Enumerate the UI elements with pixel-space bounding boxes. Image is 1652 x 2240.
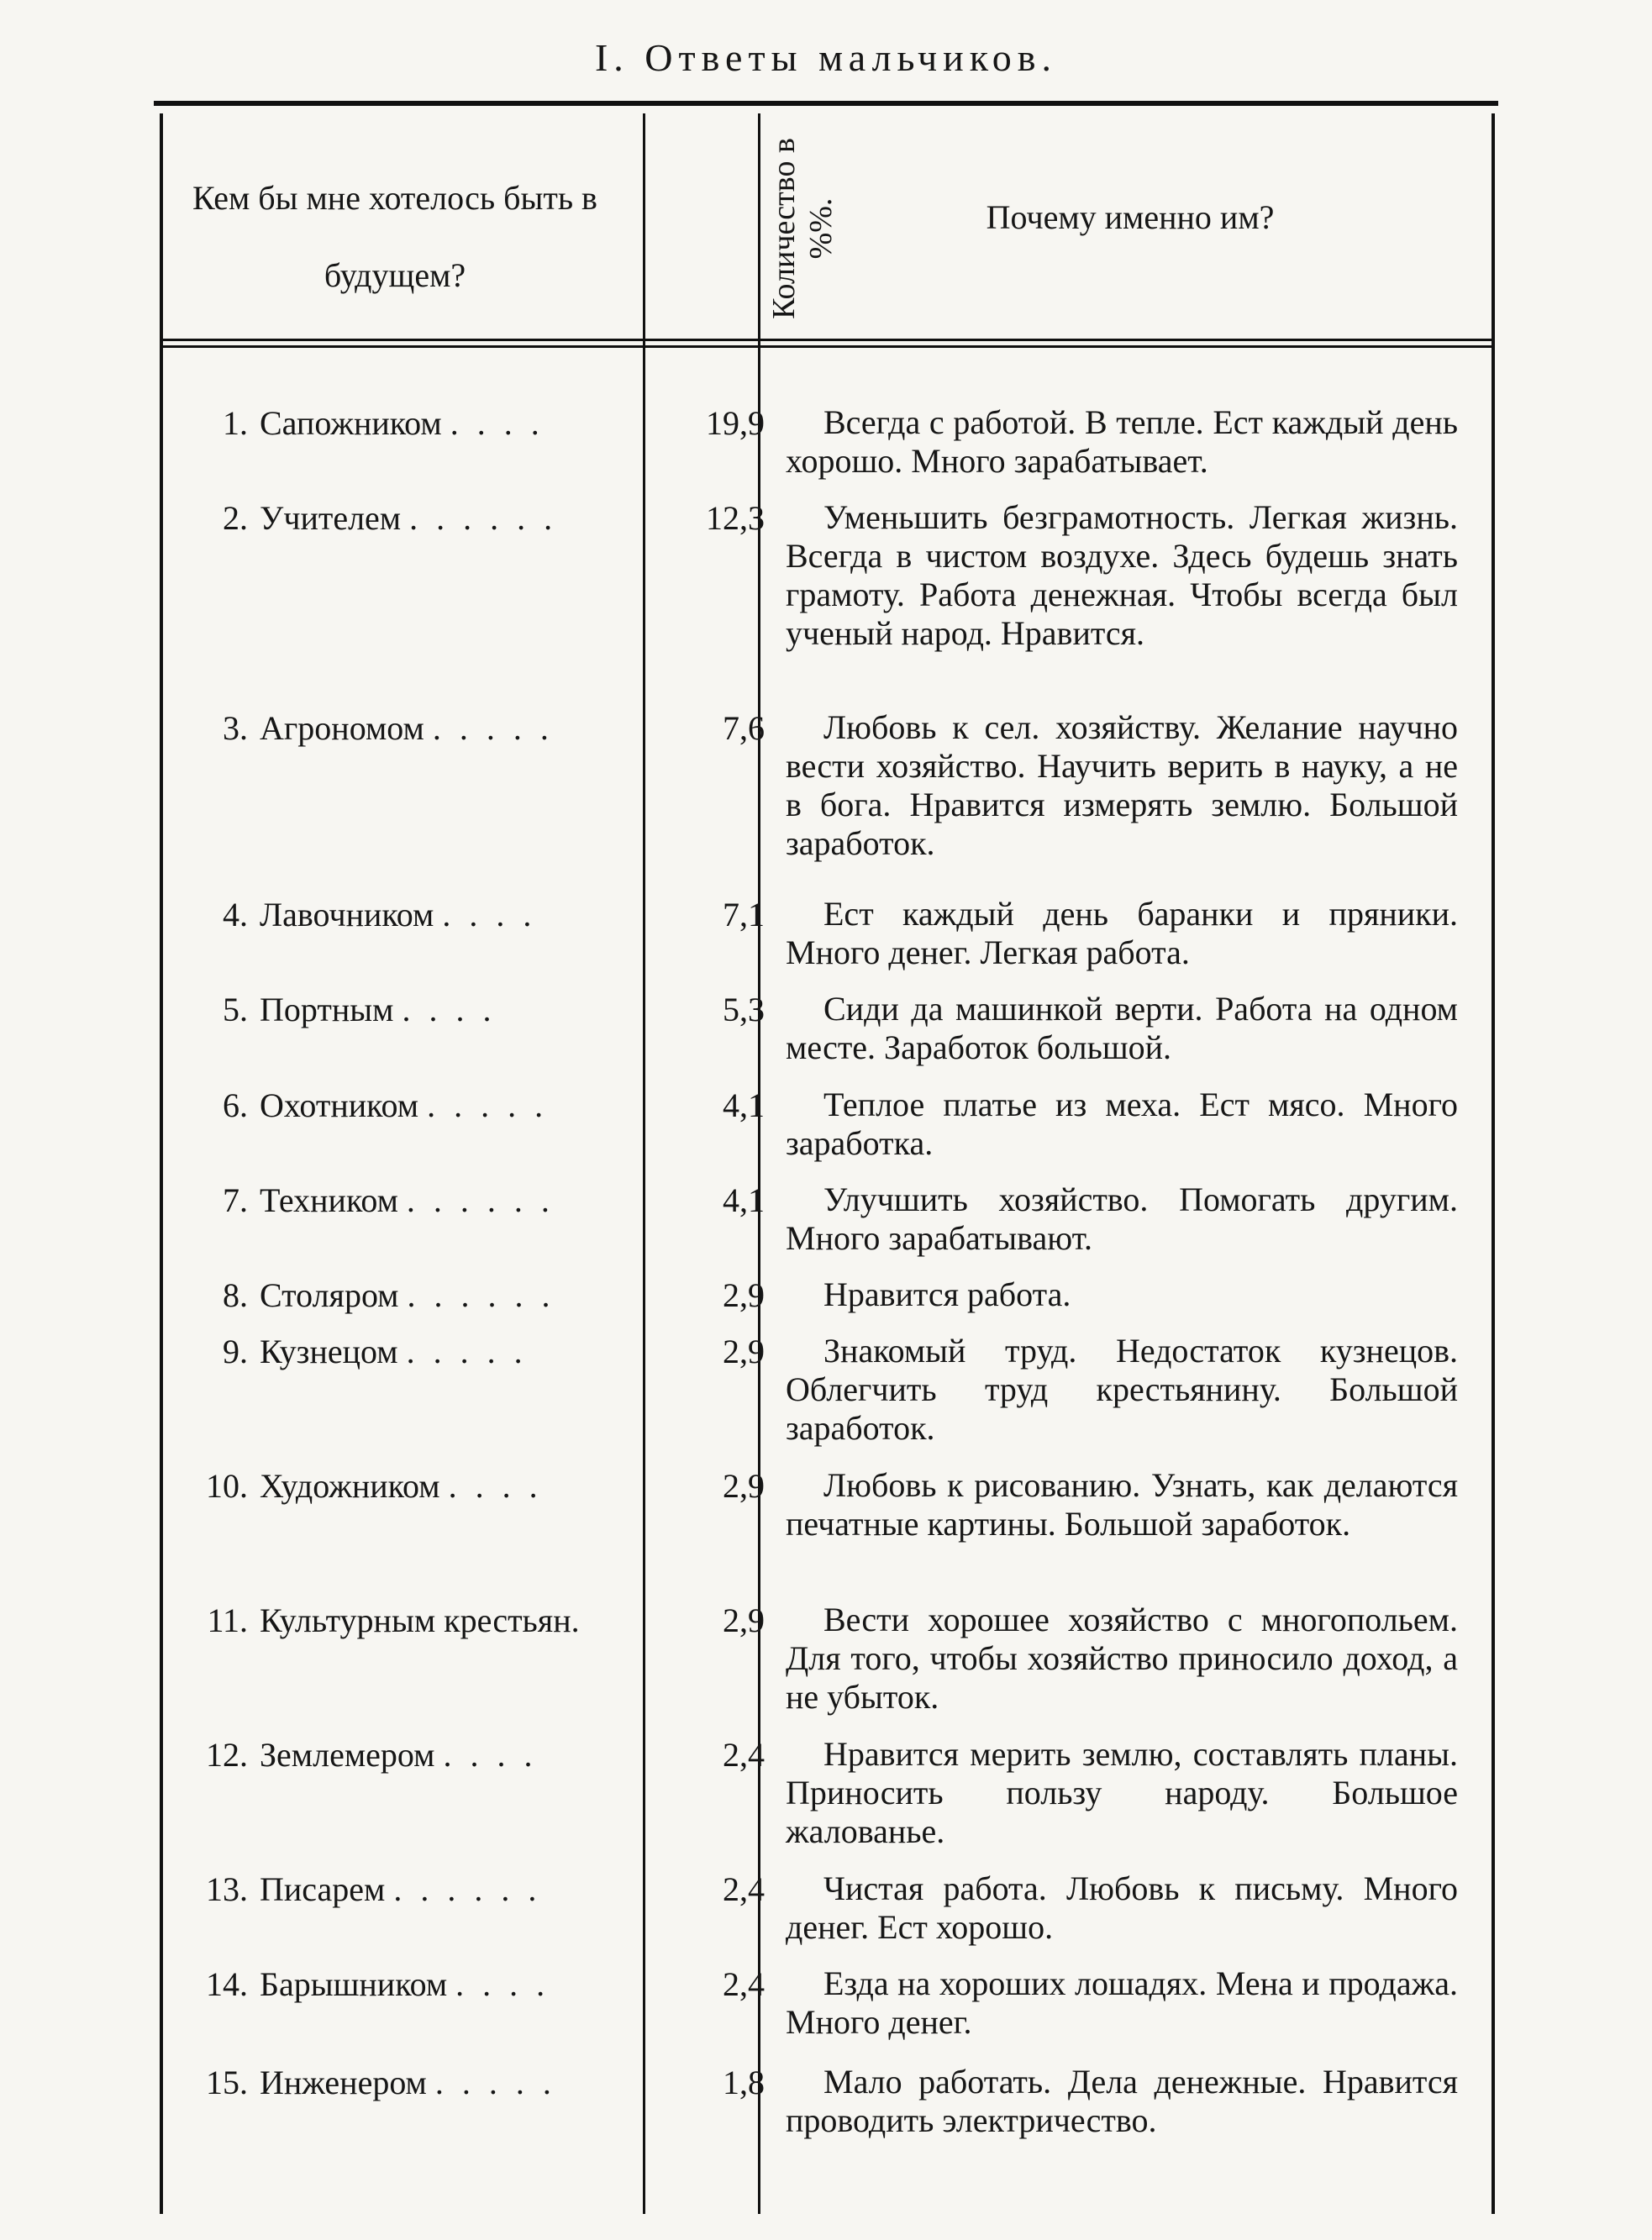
top-rule: [154, 101, 1498, 106]
occupation-cell: [189, 1086, 693, 1125]
leader-dots: . . . . .: [434, 2064, 556, 2101]
percentage-cell: 5,3: [723, 991, 765, 1028]
occupation-name: Художником: [260, 1467, 449, 1505]
occupation-cell: [189, 990, 693, 1029]
row-number: 8.: [223, 1276, 248, 1314]
occupation-cell: [189, 1735, 693, 1775]
reason-cell: Нравится мерить землю, составлять планы. Приносить пользу народу. Большое жалованье.: [786, 1735, 1458, 1850]
row-number: 1.: [223, 404, 248, 442]
reason-cell: Всегда с работой. В тепле. Ест каждый день хорошо. Много зарабатывает.: [786, 403, 1458, 480]
percentage-cell: 4,1: [723, 1181, 765, 1219]
row-number: 4.: [223, 896, 248, 933]
table-right-border: [1492, 113, 1495, 2214]
percentage-cell: 12,3: [706, 499, 765, 537]
occupation-cell: [189, 2063, 693, 2102]
header-double-rule-2: [160, 345, 1495, 348]
leader-dots: . . . .: [455, 1965, 550, 2003]
row-number: 5.: [223, 991, 248, 1028]
occupation-name: Техником: [260, 1181, 407, 1219]
row-number: 10.: [206, 1467, 248, 1505]
leader-dots: . . . .: [442, 896, 537, 933]
occupation-name: Охотником: [260, 1086, 428, 1124]
occupation-cell: [189, 1869, 693, 1909]
leader-dots: . . . .: [402, 991, 497, 1028]
leader-dots: . . . . . .: [407, 1276, 555, 1314]
leader-dots: . . . . .: [427, 1086, 549, 1124]
survey-table: [160, 113, 1497, 2214]
occupation-cell: [189, 1275, 693, 1315]
occupation-name: Портным: [260, 991, 402, 1028]
percentage-cell: 2,4: [723, 1870, 765, 1908]
header-occupation: Кем бы мне хотелось быть в будущем?: [192, 179, 597, 294]
header-percentage-label: Количество в %%.: [766, 138, 839, 319]
row-number: 2.: [223, 499, 248, 537]
row-number: 11.: [207, 1601, 248, 1639]
occupation-name: Культурным крестьян.: [260, 1601, 580, 1639]
percentage-cell: 19,9: [706, 404, 765, 442]
reason-cell: Сиди да машинкой верти. Работа на одном месте. Заработок большой.: [786, 990, 1458, 1066]
leader-dots: . . . . .: [432, 709, 554, 747]
occupation-name: Агрономом: [260, 709, 433, 747]
reason-cell: Ест каждый день баранки и пряники. Много денег. Легкая работа.: [786, 895, 1458, 971]
percentage-cell: 2,9: [723, 1276, 765, 1314]
percentage-cell: 2,9: [723, 1467, 765, 1505]
reason-cell: Езда на хороших лошадях. Мена и продажа. Много денег.: [786, 1964, 1458, 2041]
table-left-border: [160, 113, 163, 2214]
occupation-cell: [189, 1466, 693, 1506]
row-number: 7.: [223, 1181, 248, 1219]
occupation-cell: [189, 1601, 693, 1640]
header-reason: Почему именно им?: [986, 198, 1275, 236]
occupation-cell: [189, 895, 693, 934]
occupation-name: Землемером: [260, 1736, 444, 1774]
leader-dots: . . . .: [450, 404, 545, 442]
leader-dots: . . . . .: [406, 1333, 528, 1370]
reason-cell: Нравится работа.: [823, 1275, 1071, 1313]
row-number: 6.: [223, 1086, 248, 1124]
percentage-cell: 4,1: [723, 1086, 765, 1124]
occupation-name: Кузнецом: [260, 1333, 407, 1370]
leader-dots: . . . . . .: [409, 499, 558, 537]
leader-dots: . . . .: [448, 1467, 543, 1505]
occupation-name: Барышником: [260, 1965, 456, 2003]
occupation-name: Лавочником: [260, 896, 443, 933]
occupation-cell: [189, 1332, 693, 1371]
row-number: 14.: [206, 1965, 248, 2003]
row-number: 12.: [206, 1736, 248, 1774]
reason-cell: Теплое платье из меха. Ест мясо. Много заработка.: [786, 1086, 1458, 1162]
row-number: 13.: [206, 1870, 248, 1908]
occupation-cell: [189, 498, 693, 538]
percentage-cell: 1,8: [723, 2064, 765, 2101]
percentage-cell: 7,1: [723, 896, 765, 933]
reason-cell: Уменьшить безграмотность. Легкая жизнь. Всегда в чистом воздухе. Здесь будешь знать грамоту. Работа денежная. Чтобы всегда был ученый народ. Нравится.: [786, 498, 1458, 652]
occupation-cell: [189, 403, 693, 443]
leader-dots: . . . . . .: [406, 1181, 555, 1219]
occupation-name: Столяром: [260, 1276, 408, 1314]
page-title: I. Ответы мальчиков.: [594, 36, 1058, 79]
percentage-cell: 2,9: [723, 1333, 765, 1370]
occupation-name: Учителем: [260, 499, 410, 537]
occupation-name: Сапожником: [260, 404, 450, 442]
occupation-name: Писарем: [260, 1870, 394, 1908]
reason-cell: Улучшить хозяйство. Помогать другим. Много зарабатывают.: [786, 1180, 1458, 1257]
row-number: 3.: [223, 709, 248, 747]
header-double-rule-1: [160, 339, 1495, 341]
percentage-cell: 2,4: [723, 1736, 765, 1774]
occupation-name: Инженером: [260, 2064, 435, 2101]
row-number: 9.: [223, 1333, 248, 1370]
leader-dots: . . . .: [443, 1736, 538, 1774]
reason-cell: Вести хорошее хозяйство с многопольем. Для того, чтобы хозяйство приносило доход, а не убыток.: [786, 1601, 1458, 1716]
row-number: 15.: [206, 2064, 248, 2101]
reason-cell: Любовь к рисованию. Узнать, как делаются печатные картины. Большой заработок.: [786, 1466, 1458, 1543]
reason-cell: Знакомый труд. Недостаток кузнецов. Облегчить труд крестьянину. Большой заработок.: [786, 1332, 1458, 1447]
occupation-cell: [189, 1180, 693, 1220]
percentage-cell: 2,4: [723, 1965, 765, 2003]
reason-cell: Любовь к сел. хозяйству. Желание научно вести хозяйство. Научить верить в науку, а не в бога. Нравится измерять землю. Большой заработок.: [786, 708, 1458, 862]
percentage-cell: 7,6: [723, 709, 765, 747]
reason-cell: Мало работать. Дела денежные. Нравится проводить электричество.: [786, 2063, 1458, 2139]
occupation-cell: [189, 708, 693, 748]
reason-cell: Чистая работа. Любовь к письму. Много денег. Ест хорошо.: [786, 1869, 1458, 1946]
occupation-cell: [189, 1964, 693, 2004]
leader-dots: . . . . . .: [393, 1870, 542, 1908]
percentage-cell: 2,9: [723, 1601, 765, 1639]
